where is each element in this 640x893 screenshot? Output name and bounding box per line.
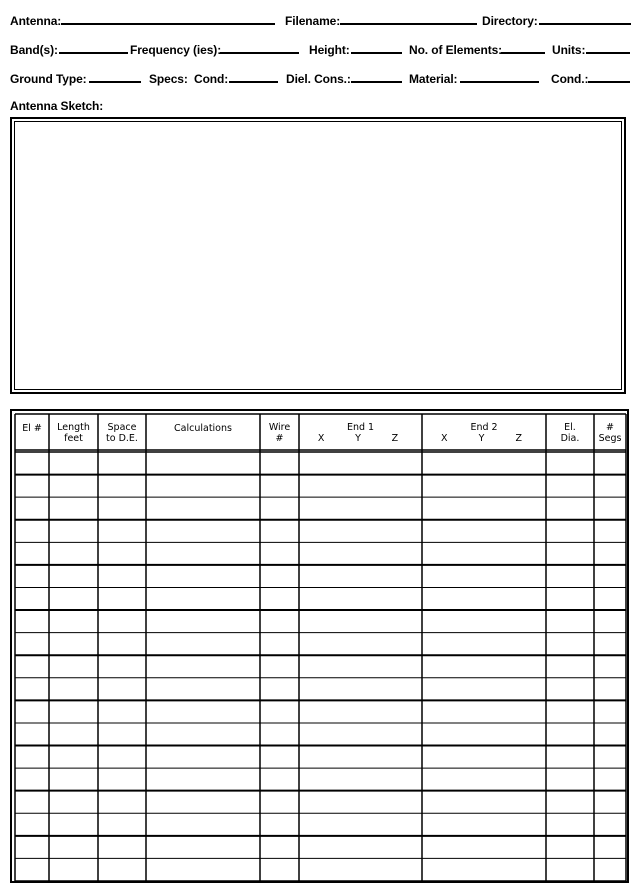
column-header [260, 422, 299, 444]
table-grid [12, 411, 631, 885]
cond2-label: Cond.: [551, 72, 589, 86]
axis-x-label: X [441, 433, 448, 444]
column-header-line1: El # [22, 423, 42, 434]
column-header-line2: # [275, 433, 284, 444]
diel-cons-field[interactable] [351, 81, 402, 83]
column-header [146, 423, 260, 434]
diel-cons-label: Diel. Cons.: [286, 72, 351, 86]
specs-label: Specs: [149, 72, 188, 86]
cond-label: Cond: [194, 72, 229, 86]
frequency-field[interactable] [220, 52, 299, 54]
column-header-line2: Dia. [560, 433, 580, 444]
bands-field[interactable] [59, 52, 128, 54]
filename-field[interactable] [340, 23, 477, 25]
column-header [299, 422, 422, 433]
material-label: Material: [409, 72, 458, 86]
column-header [15, 423, 49, 434]
column-header-line2: to D.E. [106, 433, 138, 444]
column-header [98, 422, 146, 444]
height-field[interactable] [351, 52, 402, 54]
frequency-label: Frequency (ies): [130, 43, 222, 57]
column-header [422, 422, 546, 433]
height-label: Height: [309, 43, 350, 57]
elements-table [10, 409, 629, 883]
column-header-line1: End 2 [470, 422, 498, 433]
cond-field[interactable] [229, 81, 278, 83]
antenna-sketch-label: Antenna Sketch: [10, 99, 104, 113]
column-header-line1: End 1 [346, 422, 375, 433]
column-header [49, 422, 98, 444]
units-label: Units: [552, 43, 586, 57]
column-header [546, 422, 594, 444]
axis-x-label: X [317, 433, 325, 444]
directory-field[interactable] [539, 23, 631, 25]
antenna-label: Antenna: [10, 14, 62, 28]
antenna-sketch-area[interactable] [10, 117, 626, 394]
cond2-field[interactable] [588, 81, 630, 83]
material-field[interactable] [460, 81, 539, 83]
column-header-line1: El. [564, 422, 576, 433]
column-header-line2: Segs [598, 433, 622, 444]
directory-label: Directory: [482, 14, 538, 28]
column-header-line1: Wire [268, 422, 291, 433]
bands-label: Band(s): [10, 43, 58, 57]
axis-y-label: Y [355, 433, 361, 444]
column-header-line2: feet [64, 433, 83, 444]
units-field[interactable] [586, 52, 630, 54]
elements-label: No. of Elements: [409, 43, 503, 57]
column-header [594, 422, 626, 444]
column-header-line1: Calculations [174, 423, 232, 434]
column-header-line1: Length [57, 422, 90, 433]
column-header-line1: # [606, 422, 614, 433]
axis-y-label: Y [478, 433, 485, 444]
filename-label: Filename: [285, 14, 341, 28]
antenna-field[interactable] [61, 23, 275, 25]
column-header-line1: Space [107, 422, 137, 433]
ground-type-field[interactable] [89, 81, 141, 83]
axis-z-label: Z [515, 433, 522, 444]
axis-z-label: Z [391, 433, 399, 444]
ground-type-label: Ground Type: [10, 72, 87, 86]
elements-field[interactable] [501, 52, 545, 54]
